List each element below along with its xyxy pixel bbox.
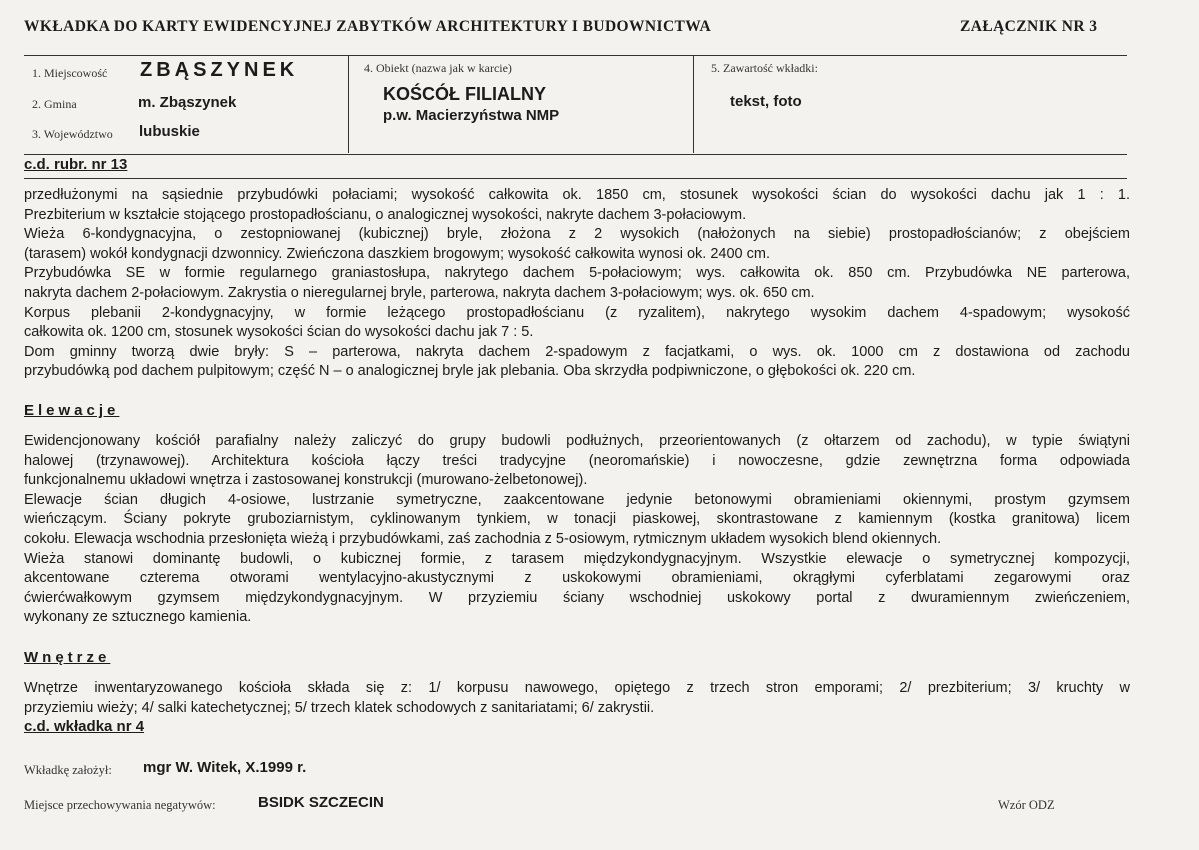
gmina-label: 2. Gmina xyxy=(32,97,77,111)
table-divider xyxy=(348,55,349,153)
text-line: Wieża 6-kondygnacyjna, o zestopniowanej (kubicznej) bryle, złożona z 2 wysokich (nałożonych na siebie) prostopadłościanów; z obejściem xyxy=(24,226,1130,243)
elevations-heading: Elewacje xyxy=(24,402,120,419)
text-line: Ewidencjonowany kościół parafialny należy zaliczyć do grupy budowli podłużnych, przeorientowanych (z ołtarzem od zachodu), w typie świątyni xyxy=(24,433,1130,449)
contents-label: 5. Zawartość wkładki: xyxy=(711,61,818,75)
text-line: Elewacje ścian długich 4-osiowe, lustrzanie symetryczne, zaakcentowane jedynie betonowymi obramieniami okiennymi, prostym gzymsem xyxy=(24,491,1130,508)
template-mark: Wzór ODZ xyxy=(998,798,1055,812)
text-line: funkcjonalnemu układowi wnętrza i zastosowanej konstrukcji (murowano-żelbetonowej). xyxy=(24,472,588,489)
text-line: Przybudówka SE w formie regularnego graniastosłupa, nakrytego dachem 5-połaciowym; wys. całkowita ok. 850 cm. Przybudówka NE parterowa, xyxy=(24,265,1130,282)
prepared-by-value: mgr W. Witek, X.1999 r. xyxy=(143,759,307,776)
text-line: cokołu. Elewacja wschodnia przesłonięta wieżą i przybudówkami, zaś zachodnia z 5-osiowym, rytmicznym układem wysokich blend okiennych. xyxy=(24,530,942,547)
text-line: ćwierćwałkowym gzymsem międzykondygnacyjnym. W przyziemiu ściany wschodniej uskokowy portal z dwuramiennym zwieńczeniem, xyxy=(24,589,1130,606)
contents-value: tekst, foto xyxy=(730,93,802,110)
object-name: KOŚCÓŁ FILIALNY xyxy=(383,84,546,104)
text-line: Wieża stanowi dominantę budowli, o kubicznej formie, z tarasem międzykondygnacyjnym. Wszystkie elewacje o symetrycznej kompozycji, xyxy=(24,550,1130,567)
text-line: Dom gminny tworzą dwie bryły: S – parterowa, nakryta dachem 2-spadowym z facjatkami, o wys. ok. 1000 cm z dostawiona od zachodu xyxy=(24,343,1130,360)
text-line: (tarasem) wokół kondygnacji dzwonnicy. Zwieńczona daszkiem brogowym; wysokość całkowita wynosi ok. 2400 cm. xyxy=(24,245,770,262)
gmina-value: m. Zbąszynek xyxy=(138,94,237,111)
voivodeship-value: lubuskie xyxy=(139,123,200,140)
negatives-location-label: Miejsce przechowywania negatywów: xyxy=(24,798,216,812)
interior-paragraph xyxy=(24,679,1130,718)
prepared-by-label: Wkładkę założył: xyxy=(24,763,112,777)
text-line: halowej (trzynawowej). Architektura kościoła łączy treści tradycyjne (neoromańskie) i nowoczesne, gdzie zewnętrzna forma odpowiada xyxy=(24,452,1130,469)
negatives-location-value: BSIDK SZCZECIN xyxy=(258,794,384,811)
text-line: przedłużonymi na sąsiednie przybudówki połaciami; wysokość całkowita ok. 1850 cm, stosunek wysokości ścian do wysokości dachu jak 1 : 1. xyxy=(24,187,1130,203)
text-line: całkowita ok. 1200 cm, stosunek wysokości ścian do wysokości dachu jak 7 : 5. xyxy=(24,324,534,341)
continuation-note: c.d. wkładka nr 4 xyxy=(24,718,145,735)
text-line: Prezbiterium w kształcie stojącego prostopadłościanu, o analogicznej wysokości, nakryte dachem 3-połaciowym. xyxy=(24,206,747,223)
text-line: przyziemiu wieży; 4/ salki katechetycznej; 5/ trzech klatek schodowych z sanitariatami; 6/ zakrystii. xyxy=(24,699,655,716)
annex-number: ZAŁĄCZNIK NR 3 xyxy=(960,18,1098,35)
object-label: 4. Obiekt (nazwa jak w karcie) xyxy=(364,61,512,75)
section-header: c.d. rubr. nr 13 xyxy=(24,156,128,173)
interior-heading: Wnętrze xyxy=(24,649,111,666)
text-line: akcentowane czterema otworami wentylacyjno-akustycznymi z uskokowymi obramieniami, okrągłymi cyferblatami zegarowymi oraz xyxy=(24,570,1130,587)
text-line: wieńczącym. Ściany pokryte gruboziarnistym, cyklinowanym tynkiem, w tonacji piaskowej, skontrastowane z kamiennym (kostka granitowa) licem xyxy=(24,511,1130,528)
document-title: WKŁADKA DO KARTY EWIDENCYJNEJ ZABYTKÓW ARCHITEKTURY I BUDOWNICTWA xyxy=(24,18,712,35)
voivodeship-label: 3. Województwo xyxy=(32,127,113,141)
description-paragraph xyxy=(24,186,1130,382)
table-divider xyxy=(693,55,694,153)
section-divider xyxy=(24,178,1127,179)
text-line: Wnętrze inwentaryzowanego kościoła składa się z: 1/ korpusu nawowego, opiętego z trzech stron emporami; 2/ prezbiterium; 3/ kruchty w xyxy=(24,680,1130,696)
locality-value: ZBĄSZYNEK xyxy=(140,59,299,81)
text-line: przybudówką pod dachem pulpitowym; część N – o analogicznej bryle jak plebania. Oba skrzydła podpiwniczone, o głębokości ok. 220 cm. xyxy=(24,363,916,380)
elevations-paragraph xyxy=(24,432,1130,628)
text-line: Korpus plebanii 2-kondygnacyjny, w formie leżącego prostopadłościanu (z ryzalitem), nakrytego wysokim dachem 4-spadowym; wysokość xyxy=(24,304,1130,321)
text-line: wykonany ze sztucznego kamienia. xyxy=(24,609,252,626)
object-dedication: p.w. Macierzyństwa NMP xyxy=(383,107,560,124)
text-line: nakryta dachem 2-połaciowym. Zakrystia o nieregularnej bryle, parterowa, nakryta dachem 3-połaciowym; wys. ok. 650 cm. xyxy=(24,284,815,301)
locality-label: 1. Miejscowość xyxy=(32,66,108,80)
